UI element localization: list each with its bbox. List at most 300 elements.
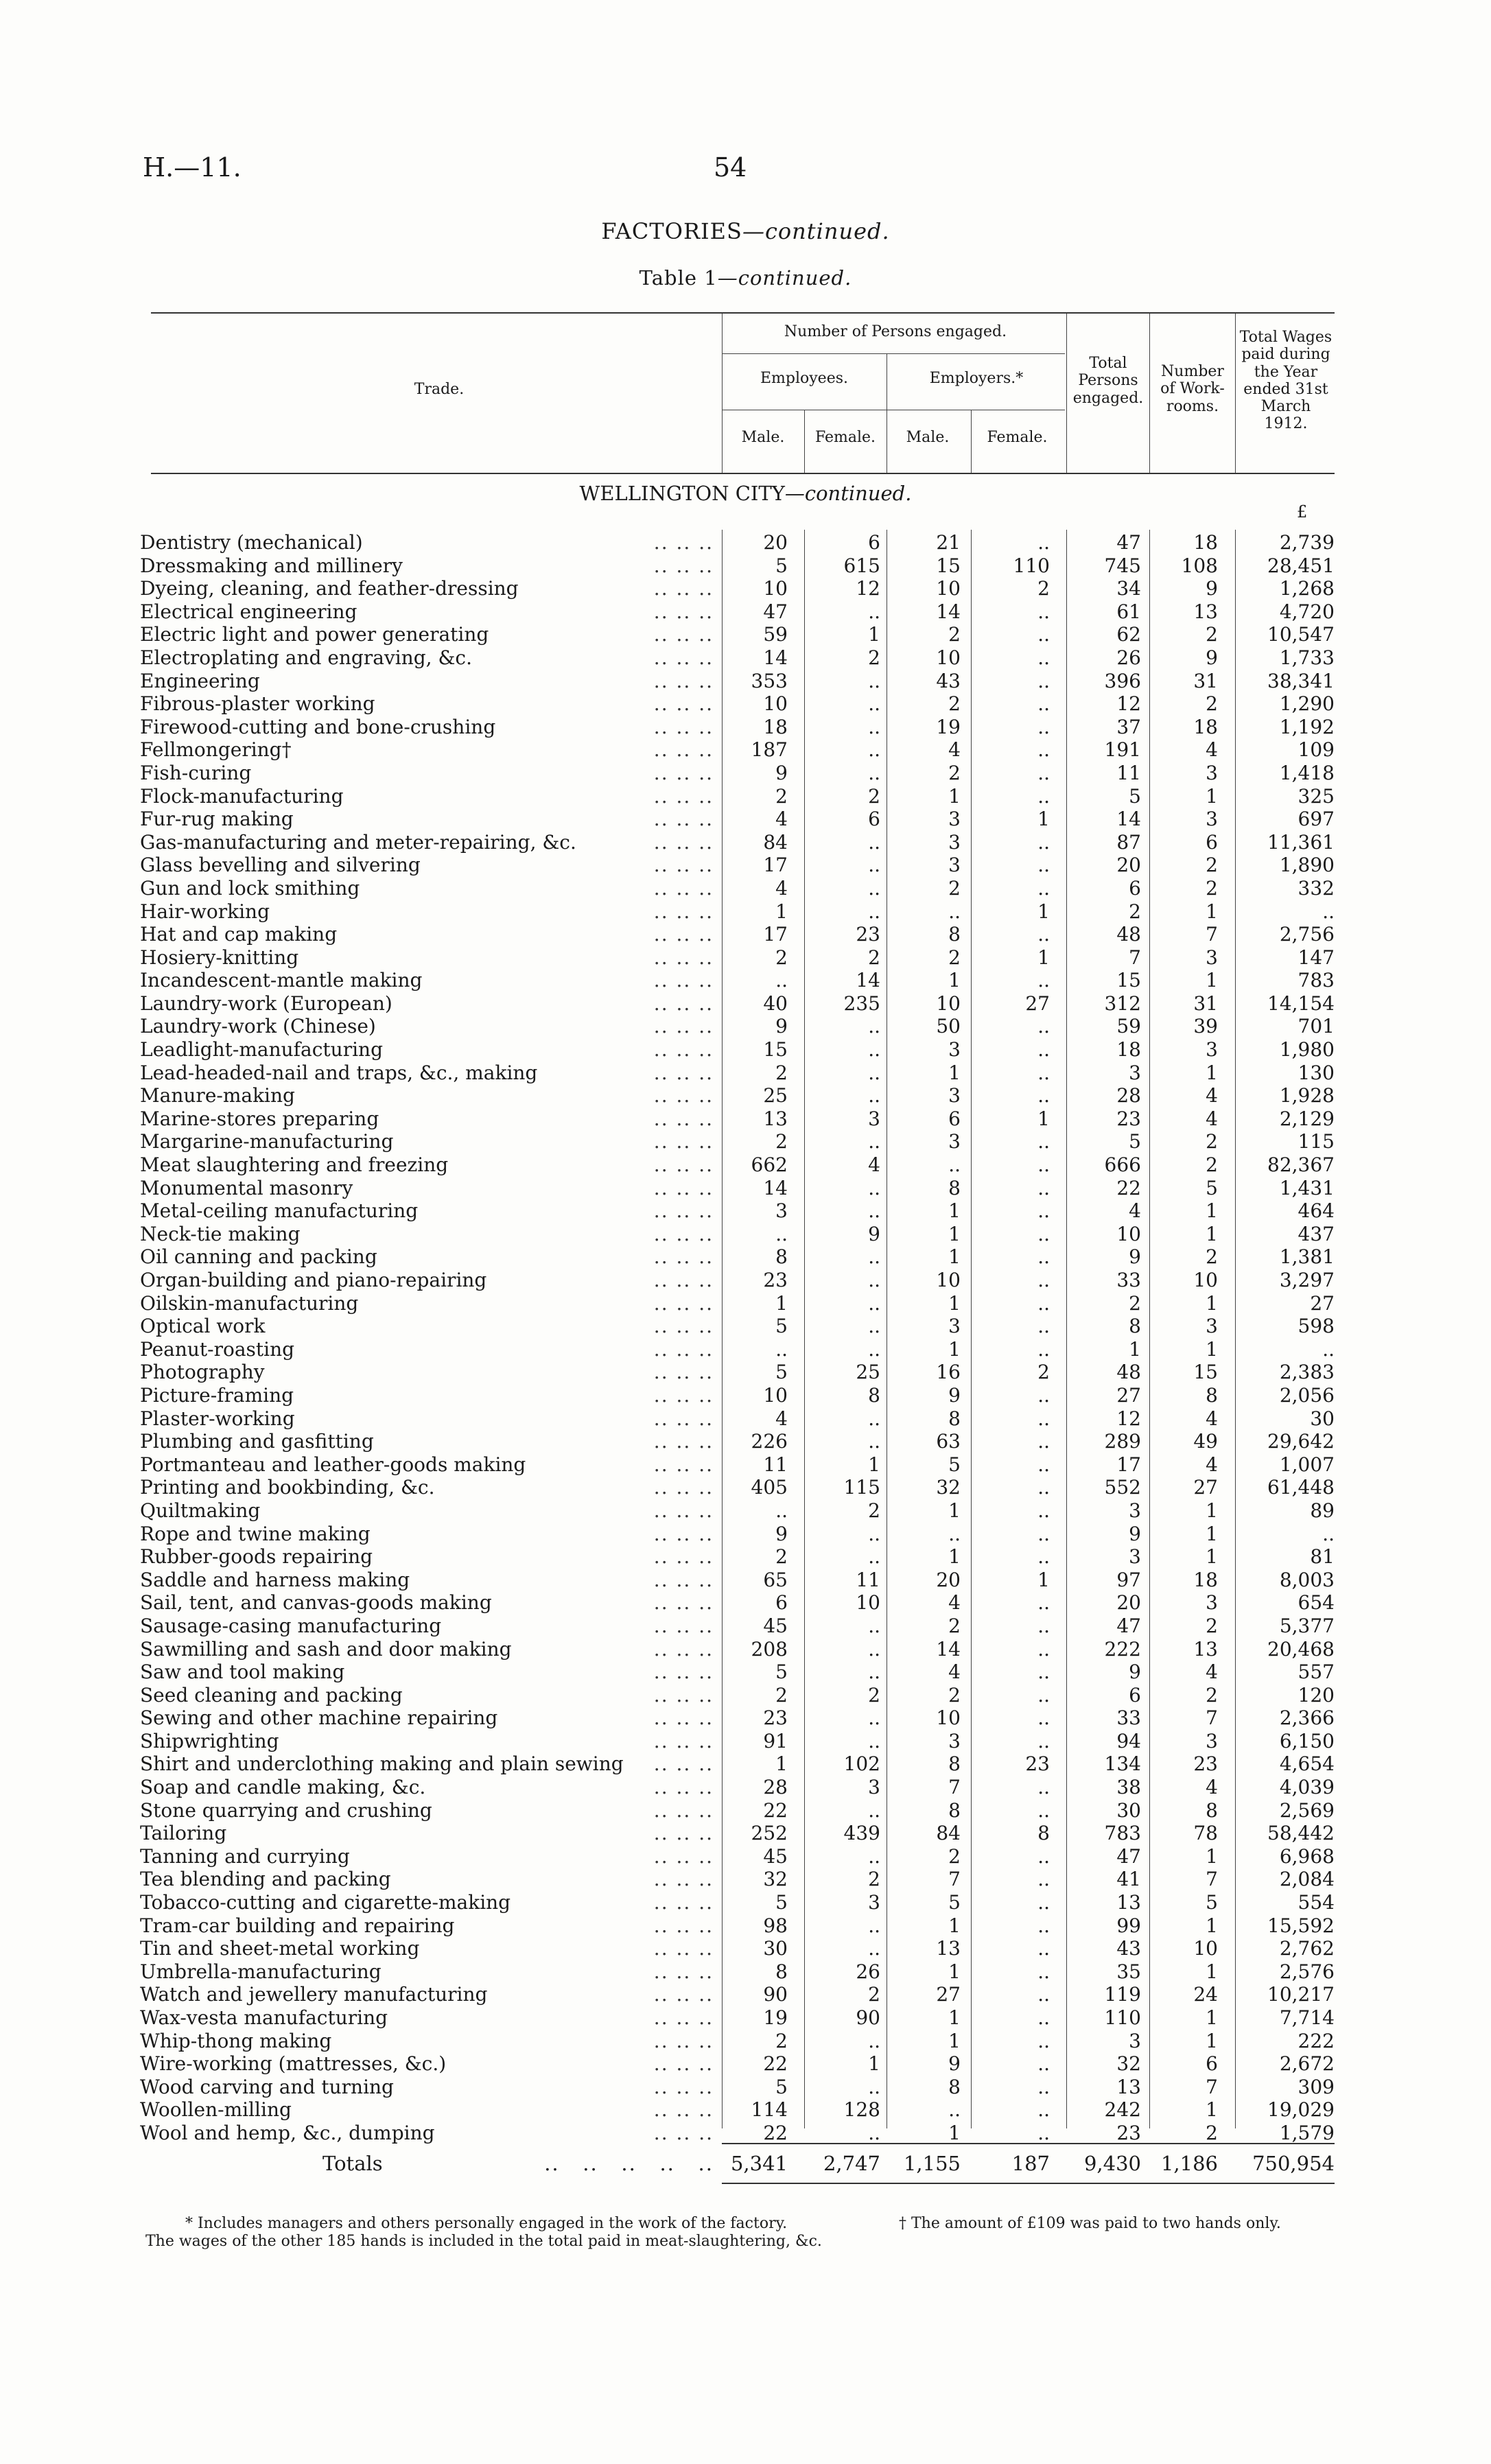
table-row: [137, 737, 1335, 760]
trade-name: Sail, tent, and canvas-goods making: [140, 1591, 496, 1614]
employers-female-cell: ..: [1037, 1337, 1050, 1361]
employers-female-cell: ..: [1037, 1199, 1050, 1223]
trade-name: Laundry-work (Chinese): [140, 1015, 380, 1037]
total-persons-cell: 48: [1116, 1361, 1141, 1384]
table-row: [137, 1152, 1335, 1175]
workrooms-cell: 15: [1193, 1361, 1218, 1384]
employees-female-cell: 439: [843, 1822, 880, 1845]
employers-female-cell: 27: [1025, 992, 1050, 1015]
wages-cell: 4,720: [1279, 600, 1335, 623]
workrooms-cell: 3: [1206, 1315, 1218, 1338]
employers-female-cell: ..: [1037, 1315, 1050, 1338]
workrooms-cell: 4: [1206, 1453, 1218, 1476]
leader-dots: .. .. ..: [653, 784, 714, 808]
employers-male-cell: 1: [948, 1291, 961, 1315]
employers-male-cell: 3: [948, 1315, 961, 1338]
leader-dots: .. .. ..: [653, 830, 714, 854]
wages-cell: 10,217: [1267, 1983, 1335, 2006]
leader-dots: .. .. ..: [653, 1337, 714, 1361]
employees-female-cell: ..: [868, 1614, 880, 1637]
workrooms-cell: 1: [1206, 900, 1218, 923]
total-persons-cell: 23: [1116, 2121, 1141, 2144]
leader-dots: .. .. ..: [653, 761, 714, 784]
employers-male-cell: 4: [948, 1591, 961, 1615]
trade-name: Printing and bookbinding, &c.: [140, 1476, 439, 1499]
employees-female-cell: ..: [868, 761, 880, 784]
employers-female-cell: ..: [1037, 1637, 1050, 1661]
table-row: [137, 1337, 1335, 1360]
table-row: [137, 1820, 1335, 1844]
header-employees-male: Male.: [741, 429, 785, 446]
wages-cell: 130: [1298, 1061, 1335, 1084]
leader-dots: .. .. ..: [653, 969, 714, 992]
trade-name: Plumbing and gasfitting: [140, 1430, 378, 1453]
workrooms-cell: 9: [1206, 577, 1218, 600]
employees-female-cell: ..: [868, 1729, 880, 1752]
employers-female-cell: ..: [1037, 1383, 1050, 1407]
workrooms-cell: 8: [1206, 1383, 1218, 1407]
employees-female-cell: ..: [868, 1061, 880, 1084]
totals-label: Totals: [322, 2152, 383, 2175]
currency-symbol: £: [1297, 502, 1308, 521]
workrooms-cell: 10: [1193, 1269, 1218, 1291]
wages-cell: 1,579: [1279, 2121, 1335, 2144]
employers-male-cell: 3: [948, 808, 961, 831]
workrooms-cell: 31: [1193, 992, 1218, 1015]
leader-dots: .. .. ..: [653, 1199, 714, 1223]
employees-female-cell: ..: [868, 600, 880, 623]
total-persons-cell: 47: [1116, 1614, 1141, 1637]
leader-dots: .. .. ..: [653, 1407, 714, 1430]
trade-name: Saw and tool making: [140, 1661, 349, 1683]
employers-female-cell: ..: [1037, 1453, 1050, 1476]
leader-dots: .. .. ..: [653, 1706, 714, 1730]
employees-male-cell: 1: [775, 1752, 788, 1776]
employers-male-cell: 1: [948, 1545, 961, 1569]
wages-cell: 5,377: [1279, 1614, 1335, 1637]
workrooms-cell: 7: [1206, 923, 1218, 946]
employees-female-cell: ..: [868, 669, 880, 692]
table-row: [137, 1728, 1335, 1752]
employees-male-cell: 65: [763, 1568, 788, 1591]
leader-dots: .. .. ..: [653, 669, 714, 692]
wages-cell: 332: [1298, 876, 1335, 900]
trade-name: Quiltmaking: [140, 1499, 264, 1522]
trade-name: Dentistry (mechanical): [140, 531, 367, 554]
employees-male-cell: 4: [775, 808, 788, 831]
table-row: [137, 1267, 1335, 1291]
workrooms-cell: 1: [1206, 969, 1218, 992]
total-persons-cell: 97: [1116, 1568, 1141, 1591]
wages-cell: 1,418: [1279, 761, 1335, 784]
trade-name: Tin and sheet-metal working: [140, 1937, 423, 1960]
employees-male-cell: 3: [775, 1199, 788, 1223]
wages-cell: 11,361: [1267, 830, 1335, 854]
wages-cell: 10,547: [1267, 623, 1335, 646]
employees-male-cell: 226: [751, 1430, 788, 1453]
employees-male-cell: 5: [775, 1661, 788, 1684]
trade-name: Laundry-work (European): [140, 992, 397, 1015]
employers-female-cell: ..: [1037, 669, 1050, 692]
employees-male-cell: 30: [763, 1937, 788, 1960]
leader-dots: .. .. ..: [653, 1476, 714, 1499]
page-number: 54: [714, 152, 747, 183]
wages-cell: 309: [1298, 2075, 1335, 2098]
table-row: [137, 1959, 1335, 1982]
employees-male-cell: 84: [763, 830, 788, 854]
total-persons-cell: 87: [1116, 830, 1141, 854]
employees-male-cell: 9: [775, 1015, 788, 1038]
employers-female-cell: ..: [1037, 1545, 1050, 1569]
table-row: [137, 1913, 1335, 1936]
employees-male-cell: 2: [775, 1061, 788, 1084]
workrooms-cell: 1: [1206, 1199, 1218, 1223]
table-row: [137, 1060, 1335, 1083]
employers-female-cell: ..: [1037, 1015, 1050, 1038]
employees-male-cell: 252: [751, 1822, 788, 1845]
employers-male-cell: 2: [948, 1844, 961, 1868]
employers-male-cell: 1: [948, 784, 961, 808]
wages-cell: 4,654: [1279, 1752, 1335, 1776]
employees-female-cell: 235: [843, 992, 880, 1015]
total-persons-cell: 99: [1116, 1914, 1141, 1937]
employers-male-cell: 5: [948, 1891, 961, 1914]
employees-male-cell: 45: [763, 1614, 788, 1637]
employers-male-cell: 14: [936, 600, 961, 623]
employers-male-cell: 10: [936, 577, 961, 600]
employees-female-cell: 6: [868, 808, 880, 831]
employees-male-cell: 4: [775, 876, 788, 900]
employers-male-cell: 1: [948, 2121, 961, 2144]
total-persons-cell: 2: [1129, 1291, 1141, 1315]
employers-female-cell: ..: [1037, 1914, 1050, 1937]
employees-male-cell: 4: [775, 1407, 788, 1430]
wages-cell: 2,383: [1279, 1361, 1335, 1384]
employers-female-cell: 2: [1037, 1361, 1050, 1384]
wages-cell: 19,029: [1267, 2098, 1335, 2122]
wages-cell: 222: [1298, 2029, 1335, 2052]
employers-male-cell: 63: [936, 1430, 961, 1453]
employers-male-cell: 3: [948, 1130, 961, 1153]
table-row: [137, 1774, 1335, 1798]
employees-female-cell: ..: [868, 1199, 880, 1223]
leader-dots: .. .. ..: [653, 623, 714, 646]
table-row: [137, 2028, 1335, 2052]
leader-dots: .. .. ..: [653, 738, 714, 762]
leader-dots: .. .. ..: [653, 1130, 714, 1153]
trade-name: Whip-thong making: [140, 2030, 336, 2052]
employers-male-cell: 8: [948, 1176, 961, 1199]
leader-dots: .. .. ..: [653, 2075, 714, 2098]
leader-dots: .. .. ..: [653, 1729, 714, 1752]
leader-dots: .. .. ..: [653, 1499, 714, 1522]
total-persons-cell: 18: [1116, 1038, 1141, 1061]
employees-male-cell: 5: [775, 1361, 788, 1384]
employees-female-cell: 2: [868, 646, 880, 669]
employees-female-cell: ..: [868, 1798, 880, 1822]
workrooms-cell: 78: [1193, 1822, 1218, 1845]
employees-male-cell: 32: [763, 1868, 788, 1891]
employees-male-cell: 19: [763, 2006, 788, 2029]
wages-cell: 2,129: [1279, 1107, 1335, 1130]
employees-female-cell: ..: [868, 1661, 880, 1684]
wages-cell: 598: [1298, 1315, 1335, 1338]
employers-male-cell: 27: [936, 1983, 961, 2006]
table-row: [137, 1798, 1335, 1821]
employers-male-cell: 1: [948, 1245, 961, 1269]
employers-female-cell: 8: [1037, 1822, 1050, 1845]
employers-female-cell: ..: [1037, 1798, 1050, 1822]
total-persons-cell: 33: [1116, 1269, 1141, 1291]
section-heading: [0, 482, 1491, 505]
employees-female-cell: ..: [868, 1337, 880, 1361]
table-row: [137, 1452, 1335, 1475]
table-row: [137, 530, 1335, 553]
trade-name: Gas-manufacturing and meter-repairing, &c.: [140, 831, 580, 854]
table-row: [137, 2051, 1335, 2074]
workrooms-cell: 3: [1206, 761, 1218, 784]
table-row: [137, 899, 1335, 922]
employers-male-cell: 13: [936, 1937, 961, 1960]
total-persons-cell: 20: [1116, 1591, 1141, 1615]
employees-female-cell: 2: [868, 946, 880, 969]
employers-male-cell: 8: [948, 1752, 961, 1776]
employees-male-cell: 2: [775, 1130, 788, 1153]
employees-female-cell: 2: [868, 1868, 880, 1891]
trade-name: Metal-ceiling manufacturing: [140, 1199, 422, 1222]
leader-dots: .. .. ..: [653, 600, 714, 623]
workrooms-cell: 23: [1193, 1752, 1218, 1776]
leader-dots: .. .. ..: [653, 1891, 714, 1914]
table-row: [137, 1567, 1335, 1591]
wages-cell: 2,576: [1279, 1960, 1335, 1983]
employers-male-cell: 10: [936, 646, 961, 669]
employers-male-cell: 15: [936, 554, 961, 577]
trade-name: Neck-tie making: [140, 1223, 305, 1245]
employers-male-cell: 1: [948, 1199, 961, 1223]
employers-female-cell: ..: [1037, 876, 1050, 900]
column-headers: [151, 312, 1335, 474]
wages-cell: 28,451: [1267, 554, 1335, 577]
trade-name: Sewing and other machine repairing: [140, 1706, 502, 1729]
total-persons-cell: 2: [1129, 900, 1141, 923]
employees-female-cell: 102: [843, 1752, 880, 1776]
employers-female-cell: ..: [1037, 1430, 1050, 1453]
workrooms-cell: 3: [1206, 1729, 1218, 1752]
employers-female-cell: 1: [1037, 1568, 1050, 1591]
workrooms-cell: 5: [1206, 1176, 1218, 1199]
trade-name: Electric light and power generating: [140, 623, 493, 646]
employers-male-cell: 1: [948, 1499, 961, 1522]
trade-name: Hair-working: [140, 900, 274, 923]
employees-female-cell: 1: [868, 1453, 880, 1476]
total-persons-cell: 191: [1104, 738, 1141, 762]
employers-female-cell: ..: [1037, 1706, 1050, 1730]
workrooms-cell: 4: [1206, 1407, 1218, 1430]
workrooms-cell: 18: [1193, 1568, 1218, 1591]
employees-female-cell: ..: [868, 2029, 880, 2052]
employers-male-cell: 1: [948, 2006, 961, 2029]
total-persons-cell: 48: [1116, 923, 1141, 946]
employees-female-cell: ..: [868, 2121, 880, 2144]
trade-name: Optical work: [140, 1315, 270, 1337]
employees-female-cell: 26: [856, 1960, 880, 1983]
table-title-main: Table 1: [639, 266, 718, 290]
employers-male-cell: ..: [948, 2098, 961, 2122]
total-persons-cell: 3: [1129, 1545, 1141, 1569]
header-employees: Employees.: [760, 370, 849, 387]
trade-name: Umbrella-manufacturing: [140, 1960, 386, 1983]
employers-female-cell: ..: [1037, 646, 1050, 669]
leader-dots: .. .. ..: [653, 1937, 714, 1960]
wages-cell: 7,714: [1279, 2006, 1335, 2029]
table-row: [137, 576, 1335, 599]
leader-dots: .. .. ..: [653, 1084, 714, 1107]
total-persons-cell: 12: [1116, 692, 1141, 716]
employers-female-cell: ..: [1037, 1130, 1050, 1153]
wages-cell: 697: [1298, 808, 1335, 831]
employees-male-cell: 2: [775, 1683, 788, 1706]
trade-name: Dressmaking and millinery: [140, 554, 407, 577]
employers-female-cell: ..: [1037, 1176, 1050, 1199]
employers-male-cell: 10: [936, 1706, 961, 1730]
wages-cell: 2,756: [1279, 923, 1335, 946]
wages-cell: 1,007: [1279, 1453, 1335, 1476]
trade-name: Marine-stores preparing: [140, 1107, 383, 1130]
leader-dots: .. .. ..: [653, 1061, 714, 1084]
employees-male-cell: 2: [775, 946, 788, 969]
employees-male-cell: 6: [775, 1591, 788, 1615]
employees-male-cell: 662: [751, 1153, 788, 1177]
trade-name: Margarine-manufacturing: [140, 1130, 397, 1153]
trade-name: Wool and hemp, &c., dumping: [140, 2122, 439, 2144]
table-row: [137, 2074, 1335, 2098]
employees-female-cell: 6: [868, 531, 880, 554]
table-title: [0, 266, 1491, 290]
wages-cell: 4,039: [1279, 1776, 1335, 1799]
workrooms-cell: 3: [1206, 1038, 1218, 1061]
wages-cell: 701: [1298, 1015, 1335, 1038]
employers-female-cell: ..: [1037, 1476, 1050, 1499]
wages-cell: 2,366: [1279, 1706, 1335, 1730]
employees-male-cell: 2: [775, 784, 788, 808]
employees-female-cell: 615: [843, 554, 880, 577]
total-persons-cell: 6: [1129, 1683, 1141, 1706]
employers-female-cell: ..: [1037, 1222, 1050, 1245]
workrooms-cell: 1: [1206, 1337, 1218, 1361]
employees-female-cell: 3: [868, 1891, 880, 1914]
employers-male-cell: ..: [948, 1153, 961, 1177]
trade-name: Tailoring: [140, 1822, 231, 1844]
wages-cell: 1,290: [1279, 692, 1335, 716]
employees-female-cell: 2: [868, 1499, 880, 1522]
trade-name: Tobacco-cutting and cigarette-making: [140, 1891, 515, 1914]
total-persons-cell: 23: [1116, 1107, 1141, 1130]
employees-male-cell: ..: [775, 1222, 788, 1245]
employees-male-cell: 208: [751, 1637, 788, 1661]
wages-cell: 29,642: [1267, 1430, 1335, 1453]
employees-male-cell: 91: [763, 1729, 788, 1752]
table-row: [137, 1244, 1335, 1267]
leader-dots: .. .. ..: [653, 1822, 714, 1845]
leader-dots: .. .. ..: [653, 1245, 714, 1269]
employees-male-cell: 10: [763, 1383, 788, 1407]
table-row: [137, 1613, 1335, 1636]
employees-female-cell: ..: [868, 1522, 880, 1545]
trade-name: Fibrous-plaster working: [140, 692, 379, 715]
employees-male-cell: 90: [763, 1983, 788, 2006]
workrooms-cell: 39: [1193, 1015, 1218, 1038]
employers-male-cell: 8: [948, 2075, 961, 2098]
employees-male-cell: 5: [775, 1315, 788, 1338]
wages-cell: ..: [1322, 1337, 1335, 1361]
table-row: [137, 2097, 1335, 2120]
header-trade: Trade.: [414, 381, 465, 398]
table-row: [137, 1429, 1335, 1452]
leader-dots: .. .. ..: [653, 577, 714, 600]
employees-male-cell: 2: [775, 2029, 788, 2052]
employers-male-cell: 3: [948, 1038, 961, 1061]
employees-male-cell: 11: [763, 1453, 788, 1476]
header-divider: [1235, 314, 1236, 473]
total-employers-male: 1,155: [903, 2152, 961, 2175]
total-persons-cell: 9: [1129, 1661, 1141, 1684]
table-row: [137, 1359, 1335, 1383]
leader-dots: .. .. ..: [653, 531, 714, 554]
header-wages: Total Wages paid during the Year ended 31st March 1912.: [1239, 329, 1332, 433]
leader-dots: .. .. ..: [653, 1453, 714, 1476]
employers-female-cell: ..: [1037, 1868, 1050, 1891]
total-persons-cell: 9: [1129, 1522, 1141, 1545]
leader-dots: .. .. ..: [653, 900, 714, 923]
table-row: [137, 760, 1335, 784]
trade-name: Meat slaughtering and freezing: [140, 1153, 452, 1176]
employees-male-cell: 25: [763, 1084, 788, 1107]
employers-male-cell: 4: [948, 738, 961, 762]
employees-female-cell: 8: [868, 1383, 880, 1407]
workrooms-cell: 1: [1206, 1844, 1218, 1868]
employers-female-cell: 2: [1037, 577, 1050, 600]
total-persons-cell: 3: [1129, 2029, 1141, 2052]
wages-cell: 783: [1298, 969, 1335, 992]
employees-male-cell: 10: [763, 577, 788, 600]
workrooms-cell: 2: [1206, 1683, 1218, 1706]
workrooms-cell: 1: [1206, 1960, 1218, 1983]
employees-female-cell: 2: [868, 784, 880, 808]
employers-male-cell: 7: [948, 1776, 961, 1799]
employers-female-cell: ..: [1037, 1937, 1050, 1960]
total-persons-cell: 8: [1129, 1315, 1141, 1338]
employers-male-cell: ..: [948, 1522, 961, 1545]
trade-name: Gun and lock smithing: [140, 877, 364, 900]
trade-name: Tea blending and packing: [140, 1868, 395, 1890]
employers-male-cell: 1: [948, 1061, 961, 1084]
employees-female-cell: ..: [868, 830, 880, 854]
table-row: [137, 645, 1335, 668]
wages-cell: 61,448: [1267, 1476, 1335, 1499]
employers-male-cell: 50: [936, 1015, 961, 1038]
trade-name: Photography: [140, 1361, 269, 1383]
employers-female-cell: ..: [1037, 1661, 1050, 1684]
employees-female-cell: ..: [868, 1245, 880, 1269]
leader-dots: .. .. .. .. ..: [544, 2152, 714, 2175]
employees-female-cell: 1: [868, 2052, 880, 2076]
total-employees-female: 2,747: [823, 2152, 880, 2175]
total-persons-cell: 34: [1116, 577, 1141, 600]
workrooms-cell: 10: [1193, 1937, 1218, 1960]
workrooms-cell: 49: [1193, 1430, 1218, 1453]
table-row: [137, 784, 1335, 807]
